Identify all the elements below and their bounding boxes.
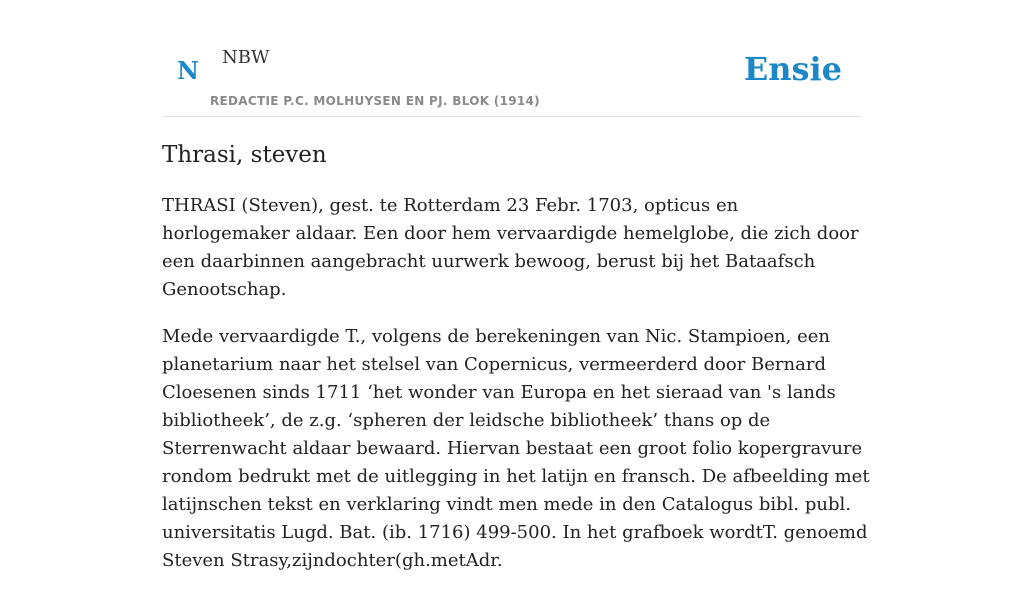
source-logo[interactable]: N <box>177 56 199 85</box>
source-name[interactable]: NBW <box>222 47 270 68</box>
article-paragraph: THRASI (Steven), gest. te Rotterdam 23 Febr. 1703, opticus en horlogemaker aldaar. Een door hem vervaardigde hemelglobe, die zich door een daarbinnen aangebracht uurwerk bewoog, berust bij het Bataafsch Genootschap. <box>162 195 859 300</box>
ensie-logo-link[interactable]: Ensie <box>743 50 842 88</box>
article-paragraph: Mede vervaardigde T., volgens de berekeningen van Nic. Stampioen, een planetarium naar het stelsel van Copernicus, vermeerderd door Bernard Cloesenen sinds 1711 ‘het wonder van Europa en het sieraad van 's lands bibliotheek’, de z.g. ‘spheren der leidsche bibliotheek’ thans op de Sterrenwacht aldaar bewaard. Hiervan bestaat een groot folio kopergravure rondom bedrukt met de uitlegging in het latijn en fransch. De afbeelding met latijnschen tekst en verklaring vindt men mede in den Catalogus bibl. publ. universitatis Lugd. Bat. (ib. 1716) 499-500. In het grafboek wordtT. genoemd Steven Strasy,zijndochter(gh.metAdr. <box>162 326 870 571</box>
article-title: Thrasi, steven <box>162 142 327 168</box>
header <box>162 0 862 117</box>
article-body <box>162 192 870 594</box>
source-subtitle: REDACTIE P.C. MOLHUYSEN EN PJ. BLOK (1914) <box>210 94 540 108</box>
